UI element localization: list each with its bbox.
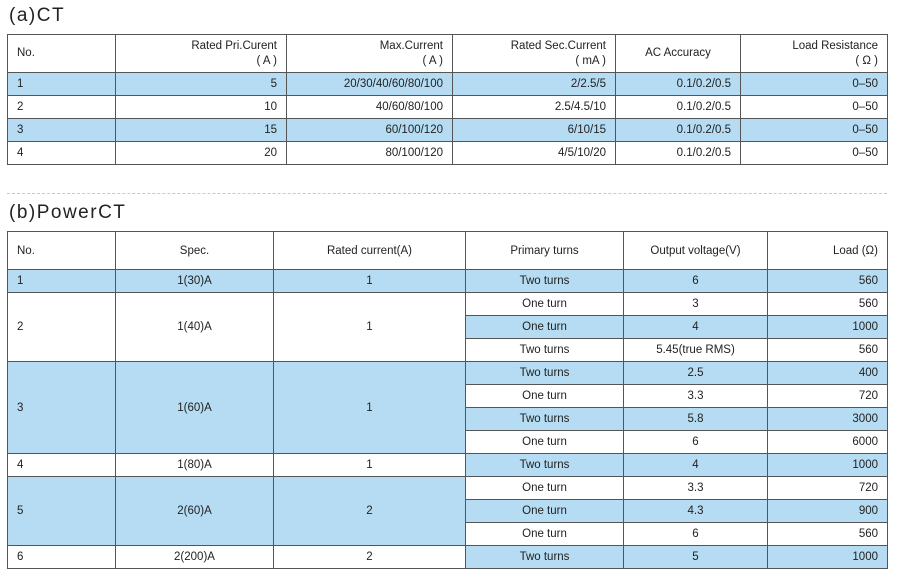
pct-cell-load: 720 [768, 385, 888, 408]
ct-cell-accuracy: 0.1/0.2/0.5 [616, 73, 741, 96]
pct-cell-load: 400 [768, 362, 888, 385]
pct-cell-voltage: 4 [624, 454, 768, 477]
pct-header-primary-turns: Primary turns [466, 232, 624, 270]
pct-cell-voltage: 2.5 [624, 362, 768, 385]
pct-cell-turns: Two turns [466, 270, 624, 293]
ct-cell-rated-pri: 20 [116, 142, 287, 165]
pct-cell-voltage: 3.3 [624, 477, 768, 500]
pct-cell-load: 560 [768, 523, 888, 546]
pct-cell-voltage: 6 [624, 431, 768, 454]
ct-cell-accuracy: 0.1/0.2/0.5 [616, 96, 741, 119]
pct-cell-rated: 2 [274, 546, 466, 569]
pct-cell-rated: 2 [274, 477, 466, 546]
pct-cell-voltage: 3.3 [624, 385, 768, 408]
table-row [8, 96, 888, 119]
pct-cell-voltage: 4 [624, 316, 768, 339]
pct-cell-turns: Two turns [466, 339, 624, 362]
pct-cell-load: 1000 [768, 546, 888, 569]
pct-cell-turns: Two turns [466, 408, 624, 431]
pct-cell-voltage: 3 [624, 293, 768, 316]
pct-cell-turns: One turn [466, 293, 624, 316]
pct-cell-load: 900 [768, 500, 888, 523]
pct-cell-load: 1000 [768, 454, 888, 477]
pct-cell-turns: Two turns [466, 454, 624, 477]
pct-cell-no: 6 [8, 546, 116, 569]
ct-cell-no: 1 [8, 73, 116, 96]
ct-cell-load: 0–50 [741, 119, 888, 142]
pct-cell-spec: 1(40)A [116, 293, 274, 362]
section-b-title: (b)PowerCT [9, 202, 127, 223]
ct-header-max-current: Max.Current ( A ) [287, 35, 453, 73]
ct-header-no: No. [8, 35, 116, 73]
ct-cell-rated-sec: 6/10/15 [453, 119, 616, 142]
pct-header-no: No. [8, 232, 116, 270]
pct-header-load: Load (Ω) [768, 232, 888, 270]
pct-cell-turns: One turn [466, 500, 624, 523]
pct-cell-rated: 1 [274, 362, 466, 454]
pct-cell-spec: 1(80)A [116, 454, 274, 477]
table-row [8, 270, 888, 293]
pct-cell-spec: 1(60)A [116, 362, 274, 454]
pct-header-row [8, 232, 888, 270]
pct-cell-voltage: 5 [624, 546, 768, 569]
ct-header-ac-accuracy: AC Accuracy [616, 35, 741, 73]
pct-cell-turns: One turn [466, 316, 624, 339]
pct-cell-load: 6000 [768, 431, 888, 454]
pct-cell-load: 3000 [768, 408, 888, 431]
pct-header-spec: Spec. [116, 232, 274, 270]
pct-cell-spec: 2(60)A [116, 477, 274, 546]
pct-header-output-voltage: Output voltage(V) [624, 232, 768, 270]
ct-cell-accuracy: 0.1/0.2/0.5 [616, 119, 741, 142]
ct-cell-load: 0–50 [741, 142, 888, 165]
ct-cell-accuracy: 0.1/0.2/0.5 [616, 142, 741, 165]
pct-cell-voltage: 5.45(true RMS) [624, 339, 768, 362]
ct-cell-rated-pri: 15 [116, 119, 287, 142]
section-divider [7, 193, 887, 194]
table-row [8, 142, 888, 165]
pct-cell-voltage: 4.3 [624, 500, 768, 523]
pct-cell-no: 1 [8, 270, 116, 293]
table-row [8, 454, 888, 477]
pct-cell-turns: Two turns [466, 546, 624, 569]
ct-header-rated-sec-current: Rated Sec.Current ( mA ) [453, 35, 616, 73]
ct-cell-max-current: 20/30/40/60/80/100 [287, 73, 453, 96]
ct-cell-rated-pri: 10 [116, 96, 287, 119]
pct-cell-rated: 1 [274, 293, 466, 362]
pct-cell-turns: Two turns [466, 362, 624, 385]
pct-cell-turns: One turn [466, 477, 624, 500]
pct-cell-load: 1000 [768, 316, 888, 339]
table-row [8, 293, 888, 316]
pct-header-rated-current: Rated current(A) [274, 232, 466, 270]
pct-cell-no: 2 [8, 293, 116, 362]
pct-cell-load: 720 [768, 477, 888, 500]
pct-cell-load: 560 [768, 339, 888, 362]
ct-cell-rated-sec: 2.5/4.5/10 [453, 96, 616, 119]
ct-cell-rated-pri: 5 [116, 73, 287, 96]
ct-cell-load: 0–50 [741, 96, 888, 119]
ct-cell-max-current: 40/60/80/100 [287, 96, 453, 119]
ct-cell-rated-sec: 4/5/10/20 [453, 142, 616, 165]
ct-header-row [8, 35, 888, 73]
ct-cell-rated-sec: 2/2.5/5 [453, 73, 616, 96]
table-row [8, 73, 888, 96]
table-row [8, 546, 888, 569]
pct-cell-no: 3 [8, 362, 116, 454]
ct-cell-max-current: 80/100/120 [287, 142, 453, 165]
pct-cell-voltage: 6 [624, 523, 768, 546]
pct-cell-turns: One turn [466, 385, 624, 408]
pct-cell-turns: One turn [466, 431, 624, 454]
ct-table [7, 34, 888, 165]
ct-cell-load: 0–50 [741, 73, 888, 96]
ct-cell-no: 3 [8, 119, 116, 142]
table-row [8, 477, 888, 500]
pct-cell-turns: One turn [466, 523, 624, 546]
pct-cell-spec: 1(30)A [116, 270, 274, 293]
pct-cell-voltage: 6 [624, 270, 768, 293]
pct-cell-no: 5 [8, 477, 116, 546]
pct-cell-load: 560 [768, 293, 888, 316]
pct-cell-spec: 2(200)A [116, 546, 274, 569]
pct-cell-voltage: 5.8 [624, 408, 768, 431]
power-ct-table [7, 231, 888, 569]
section-a-title: (a)CT [9, 5, 66, 26]
ct-header-rated-pri-current: Rated Pri.Curent ( A ) [116, 35, 287, 73]
pct-cell-load: 560 [768, 270, 888, 293]
pct-cell-rated: 1 [274, 454, 466, 477]
ct-header-load-resistance: Load Resistance ( Ω ) [741, 35, 888, 73]
table-row [8, 119, 888, 142]
ct-cell-no: 4 [8, 142, 116, 165]
table-row [8, 362, 888, 385]
pct-cell-no: 4 [8, 454, 116, 477]
ct-cell-no: 2 [8, 96, 116, 119]
pct-cell-rated: 1 [274, 270, 466, 293]
ct-cell-max-current: 60/100/120 [287, 119, 453, 142]
